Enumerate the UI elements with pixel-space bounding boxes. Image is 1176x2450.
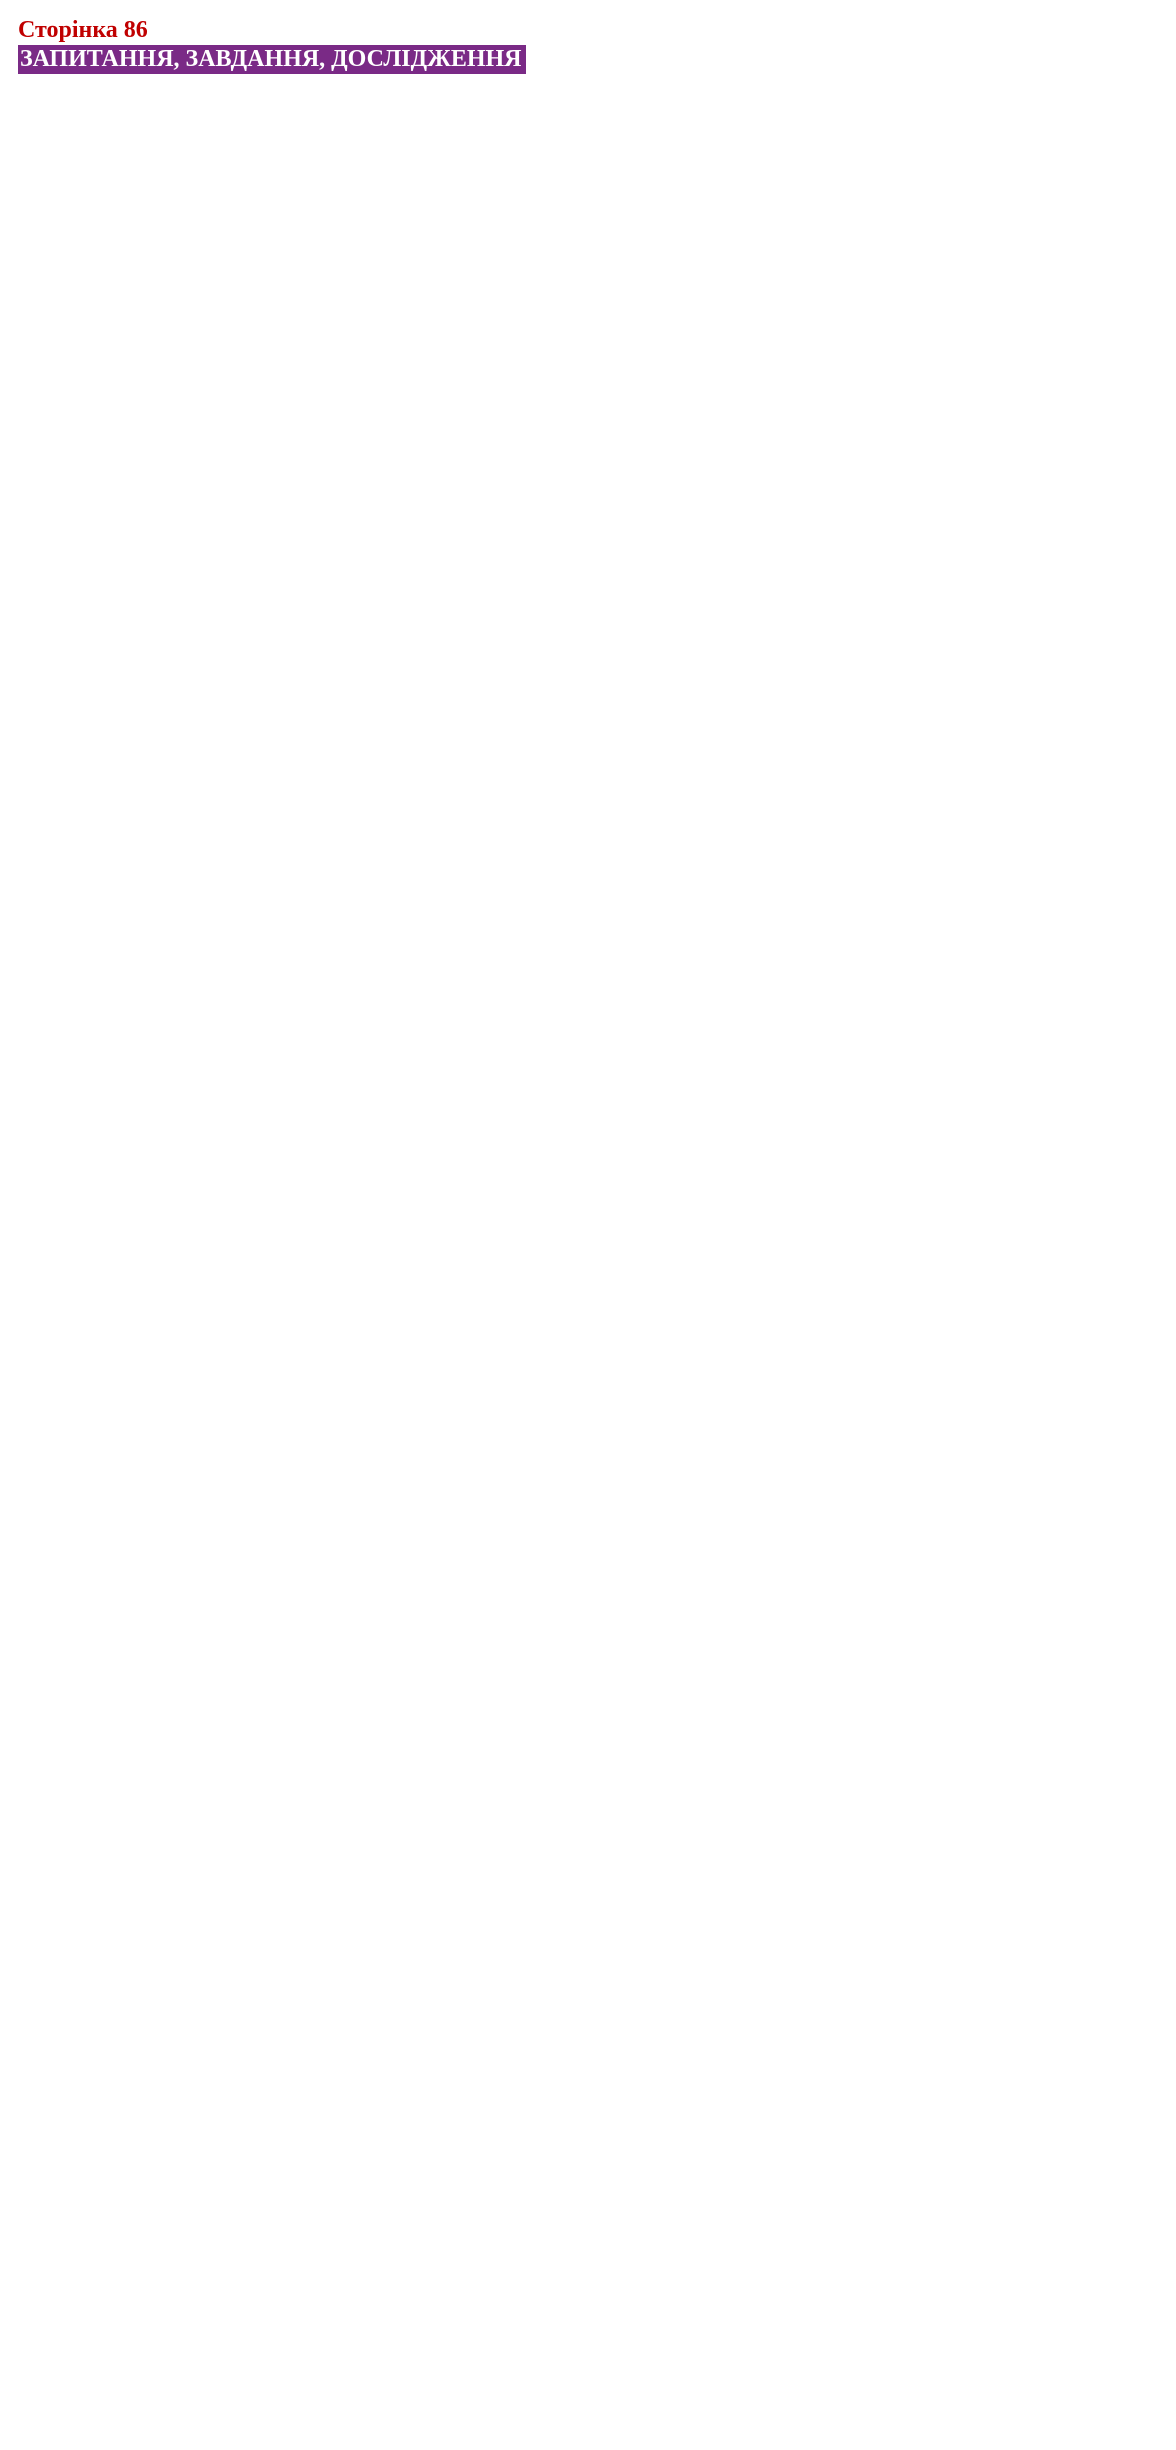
section-title: ЗАПИТАННЯ, ЗАВДАННЯ, ДОСЛІДЖЕННЯ (18, 45, 526, 74)
page-number: Сторінка 86 (18, 17, 148, 43)
